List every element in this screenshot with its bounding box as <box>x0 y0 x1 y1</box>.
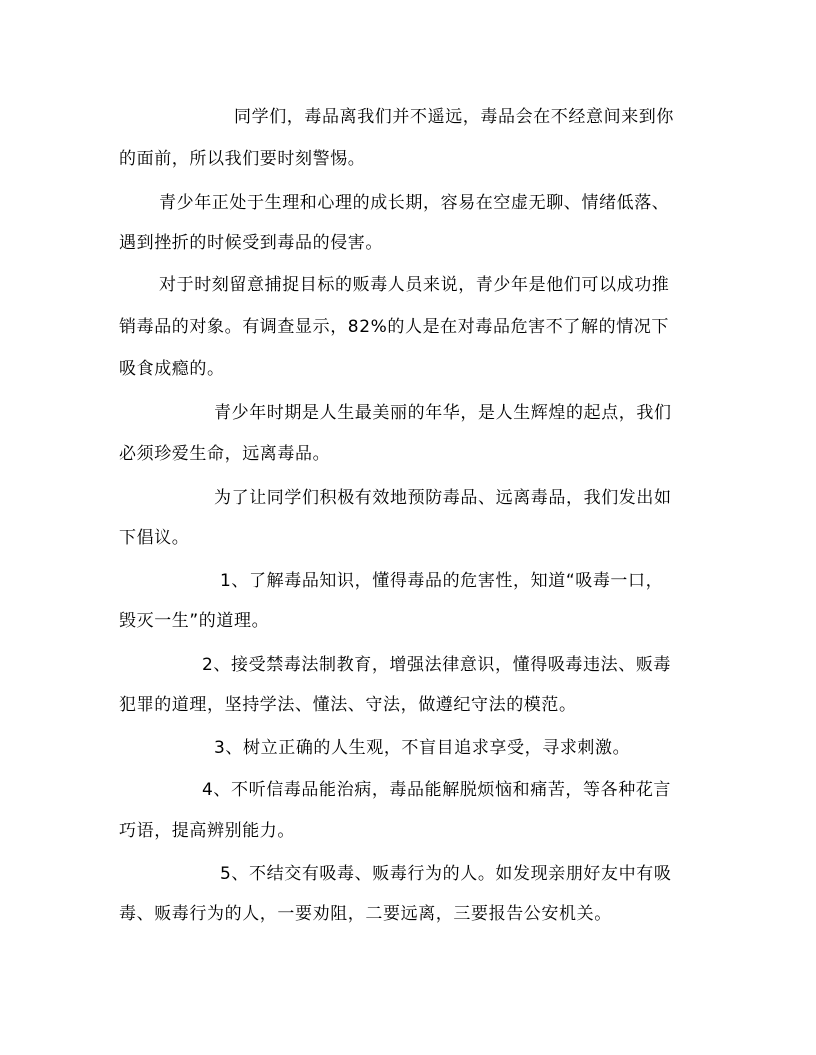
paragraph-9-line-1: 4、不听信毒品能治病，毒品能解脱烦恼和痛苦，等各种花言 <box>202 780 672 800</box>
paragraph-5-line-1: 为了让同学们积极有效地预防毒品、远离毒品，我们发出如 <box>214 488 672 508</box>
paragraph-3-line-1: 对于时刻留意捕捉目标的贩毒人员来说，青少年是他们可以成功推 <box>159 275 670 295</box>
paragraph-7-line-2: 犯罪的道理，坚持学法、懂法、守法，做遵纪守法的模范。 <box>119 695 577 715</box>
paragraph-8-line-1: 3、树立正确的人生观，不盲目追求享受，寻求刺激。 <box>214 738 631 758</box>
paragraph-1-line-1: 同学们，毒品离我们并不遥远，毒品会在不经意间来到你 <box>234 107 674 127</box>
paragraph-1-line-2: 的面前，所以我们要时刻警惕。 <box>119 149 366 169</box>
paragraph-5-line-2: 下倡议。 <box>119 528 190 548</box>
paragraph-9-line-2: 巧语，提高辨别能力。 <box>119 821 295 841</box>
paragraph-6-line-2: 毁灭一生”的道理。 <box>119 611 270 631</box>
paragraph-7-line-1: 2、接受禁毒法制教育，增强法律意识，懂得吸毒违法、贩毒 <box>202 655 672 675</box>
paragraph-2-line-1: 青少年正处于生理和心理的成长期，容易在空虚无聊、情绪低落、 <box>159 193 670 213</box>
paragraph-10-line-2: 毒、贩毒行为的人，一要劝阻，二要远离，三要报告公安机关。 <box>119 904 612 924</box>
paragraph-4-line-1: 青少年时期是人生最美丽的年华，是人生辉煌的起点，我们 <box>214 403 672 423</box>
paragraph-3-line-2: 销毒品的对象。有调查显示，82%的人是在对毒品危害不了解的情况下 <box>119 317 669 337</box>
paragraph-2-line-2: 遇到挫折的时候受到毒品的侵害。 <box>119 233 383 253</box>
paragraph-10-line-1: 5、不结交有吸毒、贩毒行为的人。如发现亲朋好友中有吸 <box>220 864 672 884</box>
paragraph-4-line-2: 必须珍爱生命，远离毒品。 <box>119 444 331 464</box>
paragraph-6-line-1: 1、了解毒品知识，懂得毒品的危害性，知道“吸毒一口， <box>220 571 664 591</box>
paragraph-3-line-3: 吸食成瘾的。 <box>119 359 225 379</box>
